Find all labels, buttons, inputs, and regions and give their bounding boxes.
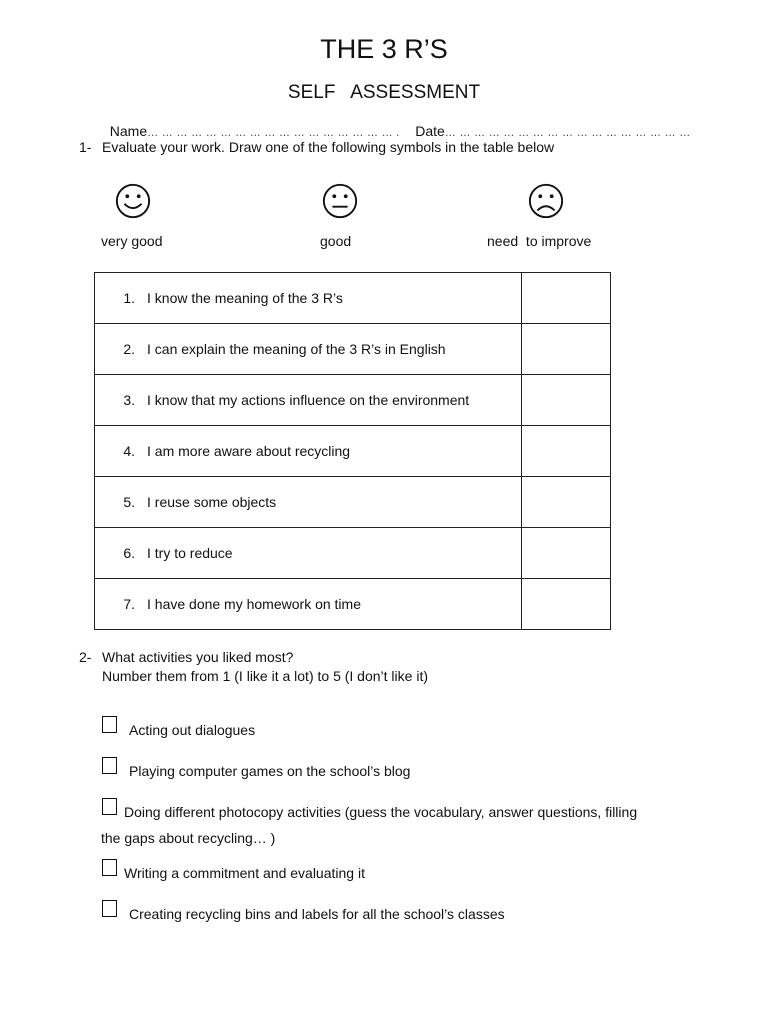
neutral-face-icon — [321, 182, 359, 220]
section2-number: 2- — [79, 649, 92, 665]
date-label: Date — [415, 123, 445, 139]
statement-cell — [95, 375, 522, 426]
activity-checkbox[interactable] — [102, 900, 117, 917]
page-subtitle: SELF ASSESSMENT — [287, 82, 481, 103]
statement-text: I can explain the meaning of the 3 R’s in English — [147, 341, 446, 357]
symbol-answer-cell[interactable] — [522, 375, 611, 426]
statement-text: I am more aware about recycling — [147, 443, 351, 459]
statement-cell — [95, 273, 522, 324]
statement-text: I try to reduce — [147, 545, 233, 561]
statement-number: 5. — [123, 494, 135, 510]
section1-number: 1- — [79, 139, 92, 155]
table-row — [95, 273, 611, 324]
symbol-answer-cell[interactable] — [522, 324, 611, 375]
activity-label: Playing computer games on the school’s blog — [129, 763, 411, 779]
activity-label: Acting out dialogues — [129, 722, 256, 738]
name-label: Name — [109, 123, 148, 139]
activity-checkbox[interactable] — [102, 859, 117, 876]
symbol-label-very-good: very good — [101, 233, 163, 249]
sad-face-icon — [527, 182, 565, 220]
section1-instruction: Evaluate your work. Draw one of the following symbols in the table below — [102, 139, 555, 155]
table-row — [95, 375, 611, 426]
section2-question: What activities you liked most? — [102, 649, 294, 665]
statement-number: 2. — [123, 341, 135, 357]
statement-cell — [95, 528, 522, 579]
activity-label: Creating recycling bins and labels for all the school’s classes — [129, 906, 505, 922]
section2-instruction: Number them from 1 (I like it a lot) to 5 (I don’t like it) — [102, 668, 428, 684]
statement-number: 7. — [123, 596, 135, 612]
statement-text: I reuse some objects — [147, 494, 277, 510]
page-title: THE 3 R’S — [320, 34, 448, 64]
name-date-line — [102, 107, 691, 139]
statement-text: I know the meaning of the 3 R’s — [147, 290, 343, 306]
statement-number: 6. — [123, 545, 135, 561]
table-row — [95, 477, 611, 528]
statement-cell — [95, 579, 522, 630]
statement-text: I have done my homework on time — [147, 596, 361, 612]
activity-label: Writing a commitment and evaluating it — [124, 865, 365, 881]
name-field[interactable]: … … … … … … … … … … … … … … … … … . — [147, 127, 400, 139]
table-row — [95, 426, 611, 477]
statement-cell — [95, 324, 522, 375]
smiley-face-icon — [114, 182, 152, 220]
statement-number: 1. — [123, 290, 135, 306]
self-assessment-table — [94, 272, 611, 630]
symbol-answer-cell[interactable] — [522, 528, 611, 579]
statement-number: 4. — [123, 443, 135, 459]
date-field[interactable]: … … … … … … … … … … … … … … … … … — [444, 127, 691, 139]
symbol-answer-cell[interactable] — [522, 426, 611, 477]
statement-cell — [95, 426, 522, 477]
symbol-answer-cell[interactable] — [522, 579, 611, 630]
statement-number: 3. — [123, 392, 135, 408]
table-row — [95, 579, 611, 630]
symbol-answer-cell[interactable] — [522, 477, 611, 528]
table-row — [95, 528, 611, 579]
activity-label-continuation: the gaps about recycling… ) — [101, 830, 276, 846]
activity-checkbox[interactable] — [102, 757, 117, 774]
activity-checkbox[interactable] — [102, 798, 117, 815]
table-row — [95, 324, 611, 375]
activity-checkbox[interactable] — [102, 716, 117, 733]
activity-label: Doing different photocopy activities (guess the vocabulary, answer questions, filling — [124, 804, 638, 820]
statement-text: I know that my actions influence on the environment — [147, 392, 470, 408]
symbol-label-good: good — [320, 233, 352, 249]
statement-cell — [95, 477, 522, 528]
symbol-label-need-to-improve: need to improve — [487, 233, 592, 249]
symbol-answer-cell[interactable] — [522, 273, 611, 324]
